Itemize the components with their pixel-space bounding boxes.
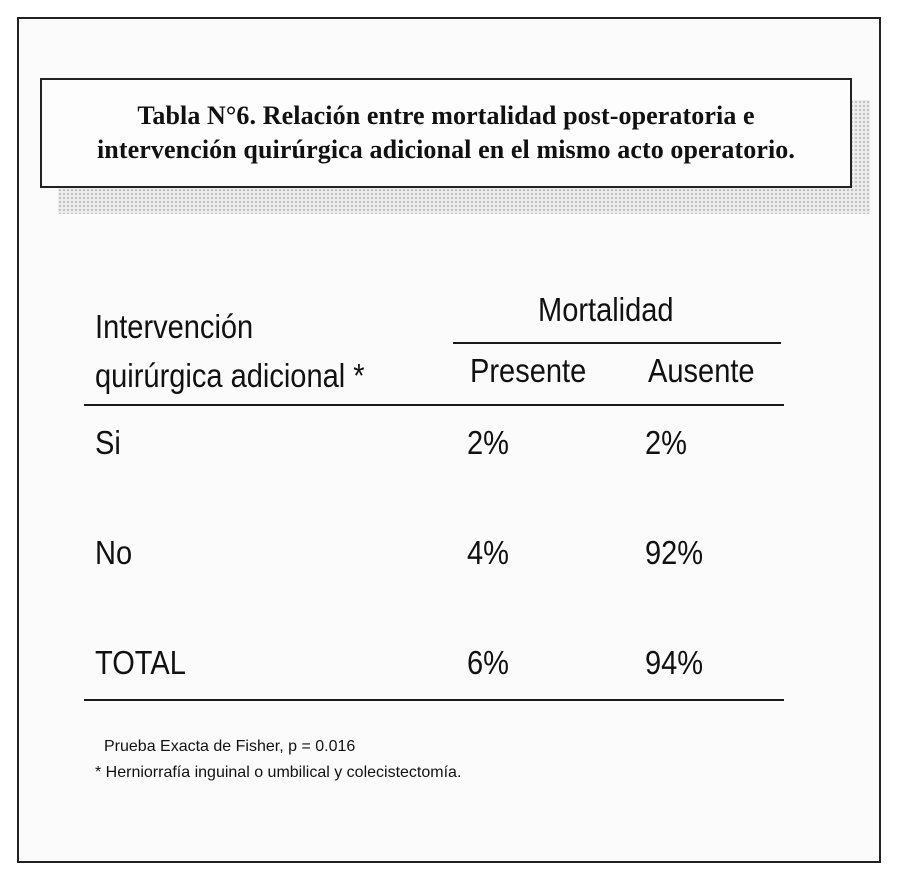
bottom-rule	[84, 699, 784, 701]
group-header-rule	[453, 342, 781, 344]
title-line-2: intervención quirúrgica adicional en el mismo acto operatorio.	[96, 135, 795, 164]
row-label-si: Si	[95, 424, 121, 461]
column-header-ausente: Ausente	[648, 352, 755, 389]
footnote: * Herniorrafía inguinal o umbilical y colecistectomía.	[95, 764, 462, 781]
cell-si-ausente: 2%	[645, 424, 687, 461]
cell-no-presente: 4%	[467, 534, 509, 571]
statistical-test-note: Prueba Exacta de Fisher, p = 0.016	[104, 738, 356, 755]
title-line-1: Tabla N°6. Relación entre mortalidad post-operatoria e	[137, 101, 755, 130]
row-label-no: No	[95, 534, 133, 571]
group-header-mortalidad: Mortalidad	[538, 291, 674, 328]
table-title	[40, 78, 852, 188]
column-header-presente: Presente	[470, 352, 587, 389]
row-label-total: TOTAL	[95, 644, 186, 681]
row-header-line-2: quirúrgica adicional *	[95, 357, 365, 394]
cell-total-ausente: 94%	[645, 644, 704, 681]
header-rule	[84, 404, 784, 406]
cell-si-presente: 2%	[467, 424, 509, 461]
cell-no-ausente: 92%	[645, 534, 704, 571]
cell-total-presente: 6%	[467, 644, 509, 681]
row-header-line-1: Intervención	[95, 308, 254, 345]
